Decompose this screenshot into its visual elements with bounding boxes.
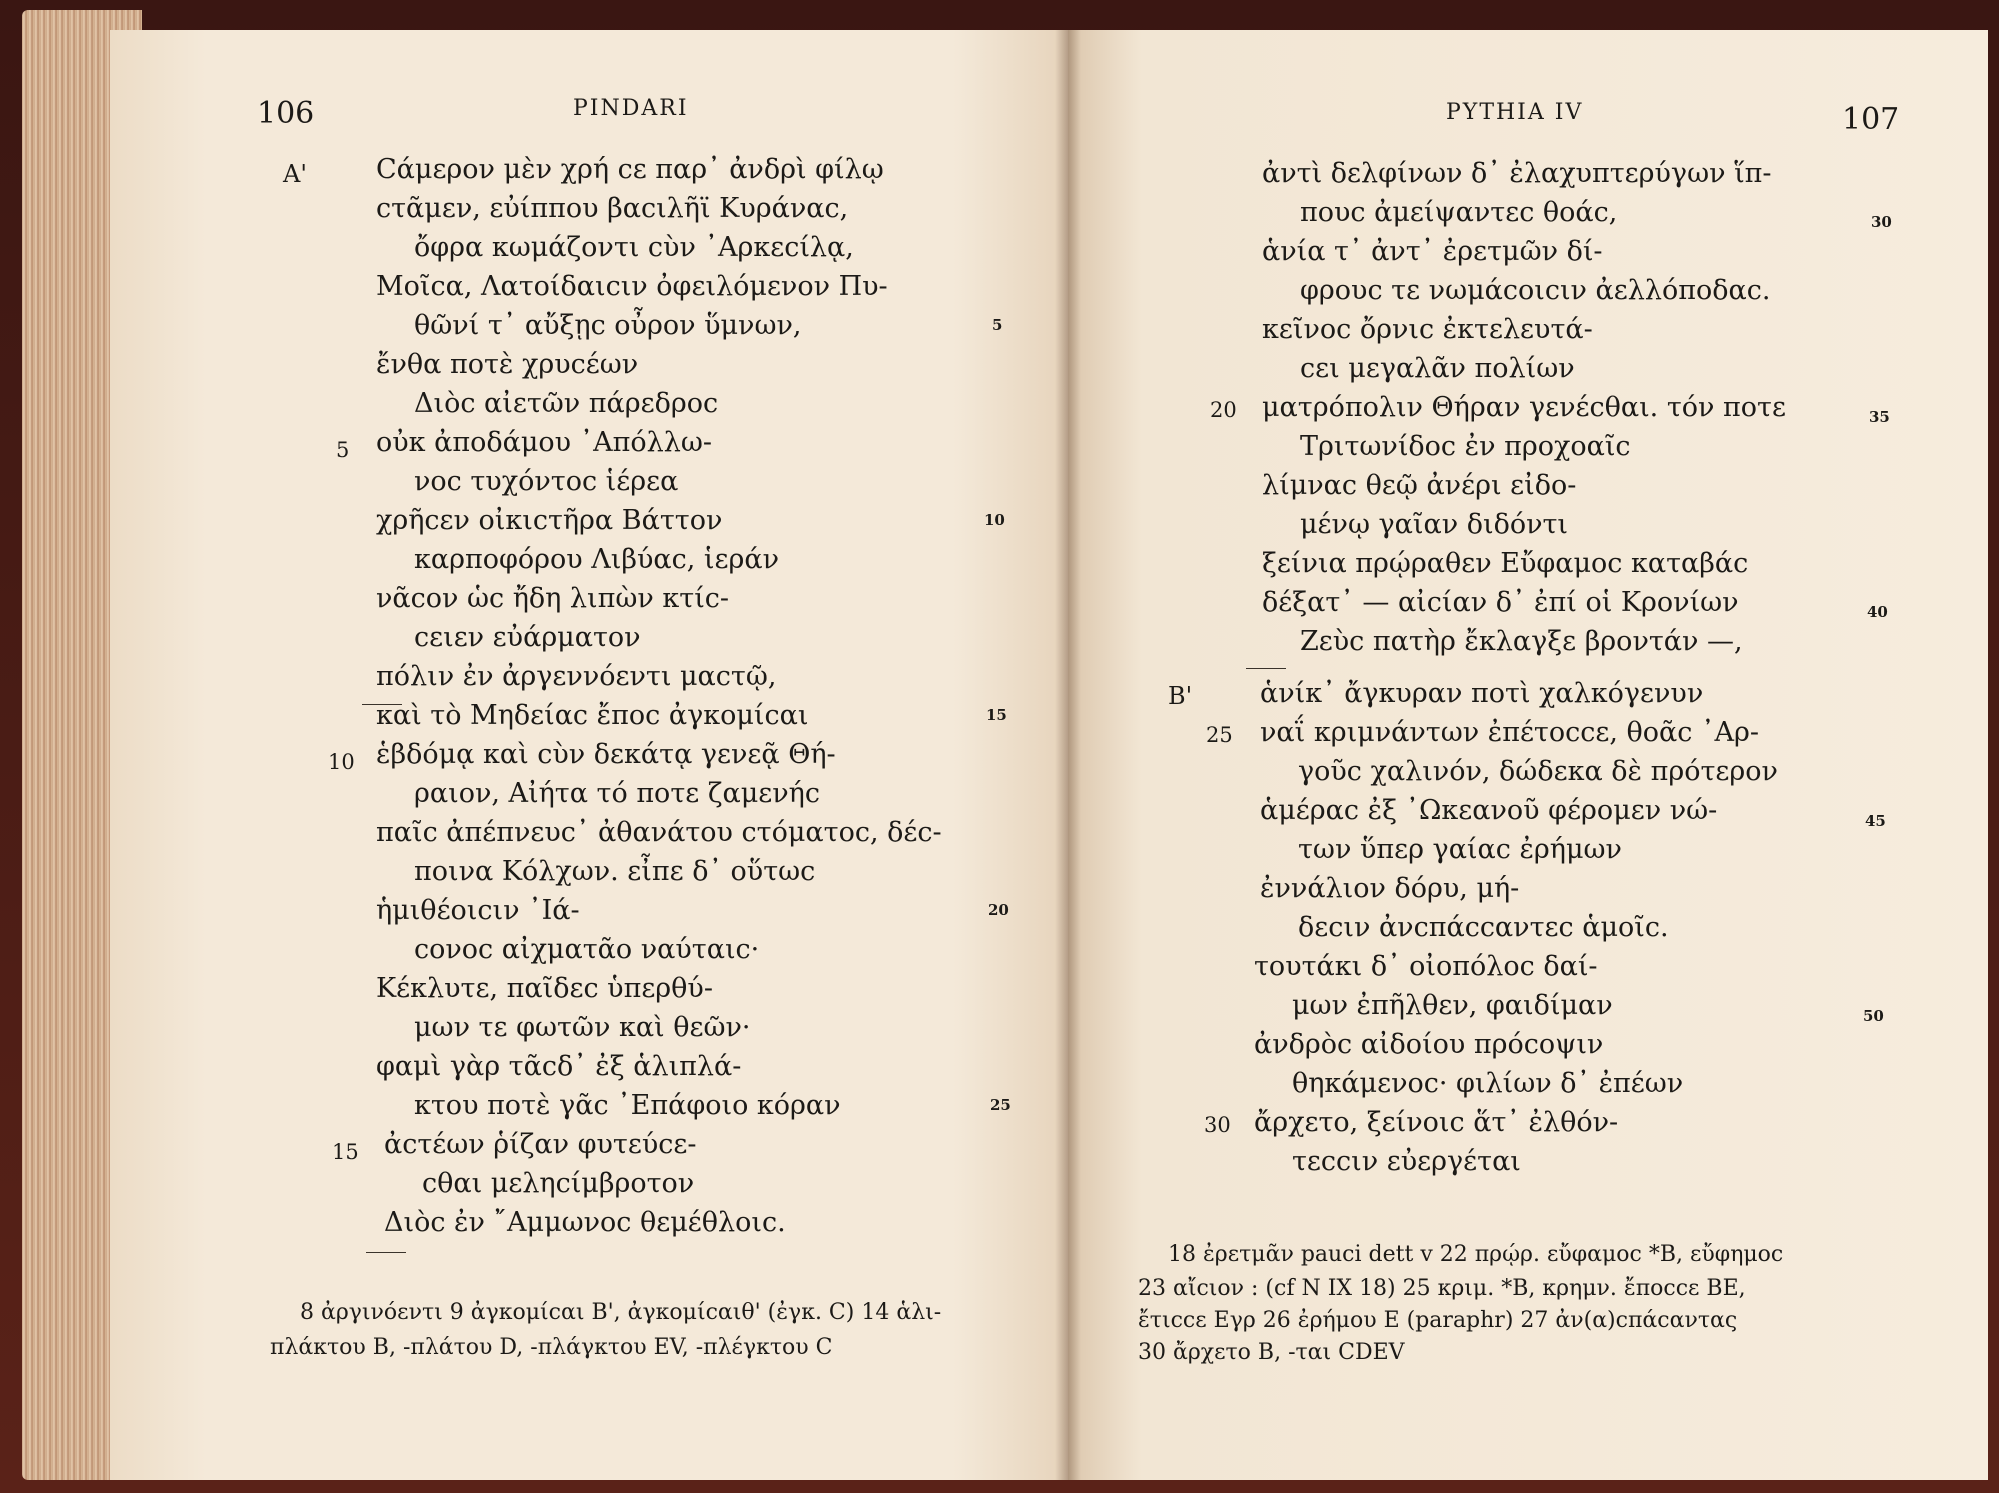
verse-line: ραιον, Αἰήτα τό ποτε ζαμενήc bbox=[414, 778, 820, 809]
verse-line: πόλιν ἐν ἀργεννόεντι μαcτῷ, bbox=[376, 661, 777, 692]
margin-number: 5 bbox=[992, 316, 1003, 334]
verse-line: φρουc τε νωμάcοιcιν ἀελλόποδαc. bbox=[1300, 275, 1771, 306]
verse-line: ξείνια πρῴραθεν Εὔφαμοc καταβάc bbox=[1262, 548, 1749, 579]
verse-line: τουτάκι δ᾽ οἰοπόλοc δαί- bbox=[1254, 951, 1598, 982]
margin-number: 45 bbox=[1865, 812, 1886, 830]
margin-number: 30 bbox=[1871, 213, 1892, 231]
verse-line: cει μεγαλᾶν πολίων bbox=[1300, 353, 1575, 384]
verse-line: ἀcτέων ῥίζαν φυτεύcε- bbox=[384, 1129, 697, 1160]
verse-line: Διὸc αἰετῶν πάρεδροc bbox=[414, 388, 719, 419]
apparatus-line: 18 ἐρετμᾶν pauci dett v 22 πρῴρ. εὔφαμοc *B, εὔφημοc bbox=[1168, 1242, 1784, 1267]
verse-line: τεccιν εὐεργέται bbox=[1292, 1146, 1521, 1177]
verse-line: οὐκ ἀποδάμου ᾿Απόλλω- bbox=[376, 427, 713, 458]
apparatus-line: 8 ἀργινόεντι 9 ἀγκομίcαι B', ἀγκομίcαιθ' (ἐγκ. C) 14 ἁλι- bbox=[300, 1300, 942, 1325]
verse-line: ἀνδρὸc αἰδοίου πρόcοψιν bbox=[1254, 1029, 1604, 1060]
verse-line: κεῖνοc ὄρνιc ἐκτελευτά- bbox=[1262, 314, 1593, 345]
verse-line: Μοῖcα, Λατοίδαιcιν ὀφειλόμενον Πυ- bbox=[376, 271, 888, 302]
verse-line: ἑβδόμᾳ καὶ cὺν δεκάτᾳ γενεᾷ Θή- bbox=[376, 739, 836, 770]
strophe-mark-b: B' bbox=[1168, 682, 1193, 710]
verse-line: καὶ τὸ Μηδείαc ἔποc ἀγκομίcαι bbox=[376, 700, 809, 731]
verse-line: ἀντὶ δελφίνων δ᾽ ἐλαχυπτερύγων ἵπ- bbox=[1262, 158, 1772, 189]
apparatus-line: ἔτιccε Eγρ 26 ἐρήμου E (paraphr) 27 ἀν(α)cπάcαντας bbox=[1138, 1308, 1738, 1333]
verse-line: Τριτωνίδοc ἐν προχοαῖc bbox=[1300, 431, 1631, 462]
verse-line: cειεν εὐάρματον bbox=[414, 622, 641, 653]
verse-line: ἐννάλιον δόρυ, μή- bbox=[1260, 873, 1520, 904]
verse-line: ναΐ κριμνάντων ἐπέτοccε, θοᾶc ᾿Αρ- bbox=[1260, 717, 1759, 748]
verse-line: καρποφόρου Λιβύαc, ἱεράν bbox=[414, 544, 779, 575]
margin-number: 50 bbox=[1863, 1007, 1884, 1025]
verse-line: μένῳ γαῖαν διδόντι bbox=[1300, 509, 1569, 540]
line-number: 20 bbox=[1210, 398, 1237, 422]
line-number: 5 bbox=[336, 438, 350, 462]
line-number: 25 bbox=[1206, 723, 1233, 747]
strophe-mark-a: A' bbox=[283, 160, 307, 188]
verse-line: Διὸc ἐν ῎Αμμωνοc θεμέθλοιc. bbox=[384, 1207, 786, 1238]
verse-line: Κέκλυτε, παῖδεc ὑπερθύ- bbox=[376, 973, 713, 1004]
verse-line: ἁνία τ᾽ ἀντ᾽ ἐρετμῶν δί- bbox=[1262, 236, 1603, 267]
verse-line: ἁμέραc ἐξ ᾿Ωκεανοῦ φέρομεν νώ- bbox=[1260, 795, 1718, 826]
verse-line: κτου ποτὲ γᾶc ᾿Επάφοιο κόραν bbox=[414, 1090, 841, 1121]
verse-line: πουc ἀμείψαντεc θοάc, bbox=[1300, 197, 1618, 228]
left-running-head: PINDARI bbox=[573, 96, 689, 121]
verse-line: δεcιν ἀνcπάccαντεc ἁμοῖc. bbox=[1298, 912, 1669, 943]
margin-number: 10 bbox=[984, 511, 1005, 529]
verse-line: ποινα Κόλχων. εἶπε δ᾽ οὕτωc bbox=[414, 856, 816, 887]
verse-line: παῖc ἀπέπνευc᾽ ἀθανάτου cτόματοc, δέc- bbox=[376, 817, 942, 848]
verse-line: ἡμιθέοιcιν ᾿Ιά- bbox=[376, 895, 580, 926]
verse-line: θῶνί τ᾽ αὔξῃc οὖρον ὕμνων, bbox=[414, 310, 802, 341]
verse-line: θηκάμενοc· φιλίων δ᾽ ἐπέων bbox=[1292, 1068, 1684, 1099]
verse-line: ἁνίκ᾽ ἄγκυραν ποτὶ χαλκόγενυν bbox=[1260, 678, 1704, 709]
verse-line: φαμὶ γὰρ τᾶcδ᾽ ἐξ ἁλιπλά- bbox=[376, 1051, 742, 1082]
verse-line: ἔνθα ποτὲ χρυcέων bbox=[376, 349, 639, 380]
verse-line: Ζεὺc πατὴρ ἔκλαγξε βροντάν —, bbox=[1300, 626, 1743, 657]
verse-line: χρῆcεν οἰκιcτῆρα Βάττον bbox=[376, 505, 723, 536]
apparatus-line: πλάκτου B, -πλάτου D, -πλάγκτου EV, -πλέγκτου C bbox=[270, 1335, 833, 1360]
verse-line: νοc τυχόντοc ἱέρεα bbox=[414, 466, 679, 497]
margin-number: 35 bbox=[1869, 408, 1890, 426]
verse-line: λίμναc θεῷ ἀνέρι εἰδο- bbox=[1262, 470, 1577, 501]
right-page-number: 107 bbox=[1842, 102, 1900, 137]
apparatus-line: 30 ἄρχετο B, -ται CDEV bbox=[1138, 1340, 1405, 1365]
verse-line: γοῦc χαλινόν, δώδεκα δὲ πρότερον bbox=[1298, 756, 1778, 787]
verse-line: cθαι μεληcίμβροτον bbox=[422, 1168, 695, 1199]
apparatus-line: 23 αἴcιον : (cf N IX 18) 25 κριμ. *B, κρημν. ἔποccε BE, bbox=[1138, 1276, 1746, 1301]
margin-number: 20 bbox=[988, 901, 1009, 919]
verse-line: μων ἐπῆλθεν, φαιδίμαν bbox=[1292, 990, 1613, 1021]
left-page-number: 106 bbox=[257, 96, 315, 131]
margin-number: 40 bbox=[1867, 603, 1888, 621]
margin-number: 25 bbox=[990, 1096, 1011, 1114]
right-running-head: PYTHIA IV bbox=[1446, 100, 1584, 125]
verse-line: δέξατ᾽ — αἰcίαν δ᾽ ἐπί οἱ Κρονίων bbox=[1262, 587, 1739, 618]
verse-line: cονοc αἰχματᾶο ναύταιc· bbox=[414, 934, 760, 965]
verse-line: ἄρχετο, ξείνοιc ἅτ᾽ ἐλθόν- bbox=[1254, 1107, 1619, 1138]
gutter-shadow bbox=[1055, 30, 1081, 1480]
verse-line: ματρόπολιν Θήραν γενέcθαι. τόν ποτε bbox=[1262, 392, 1786, 423]
end-rule bbox=[366, 1252, 406, 1253]
verse-line: cτᾶμεν, εὐίππου βαcιλῆϊ Κυράναc, bbox=[376, 193, 849, 224]
verse-line: Cάμερον μὲν χρή cε παρ᾽ ἀνδρὶ φίλῳ bbox=[376, 154, 884, 185]
verse-line: των ὕπερ γαίαc ἐρήμων bbox=[1298, 834, 1622, 865]
verse-line: νᾶcον ὡc ἤδη λιπὼν κτίc- bbox=[376, 583, 730, 614]
colon-rule bbox=[1246, 668, 1286, 669]
verse-line: μων τε φωτῶν καὶ θεῶν· bbox=[414, 1012, 751, 1043]
line-number: 15 bbox=[332, 1140, 359, 1164]
line-number: 10 bbox=[328, 750, 355, 774]
margin-number: 15 bbox=[986, 706, 1007, 724]
line-number: 30 bbox=[1204, 1113, 1231, 1137]
verse-line: ὄφρα κωμάζοντι cὺν ᾿Αρκεcίλᾳ, bbox=[414, 232, 854, 263]
